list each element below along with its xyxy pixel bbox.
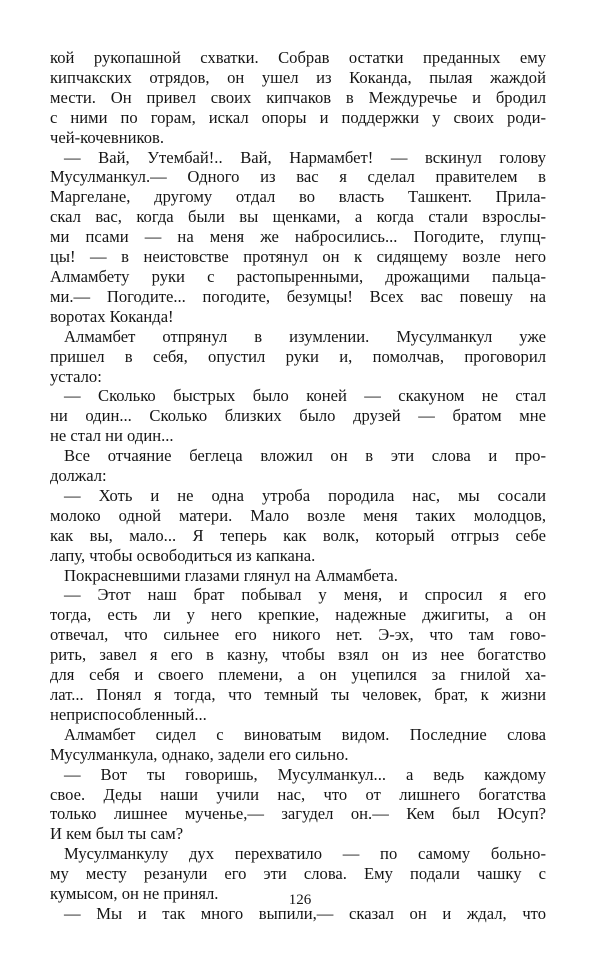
book-page <box>50 48 546 924</box>
text-line: устало: <box>50 366 102 386</box>
text-line: И кем был ты сам? <box>50 824 184 844</box>
text-line: му месту резанули его эти слова. Ему подали чашку с <box>50 864 546 884</box>
text-line: — Сколько быстрых было коней — скакуном не стал <box>64 386 546 406</box>
paragraph <box>50 725 546 765</box>
text-line: — Вай, Утембай!.. Вай, Нармамбет! — вскинул голову <box>64 147 546 167</box>
text-line: Мусулманкулу дух перехватило — по самому больно- <box>64 844 546 864</box>
text-line: отвечал, что сильнее его никого нет. Э-эх, что там гово- <box>50 625 546 645</box>
text-line: должал: <box>50 466 107 486</box>
paragraph <box>50 48 546 148</box>
text-line: для себя и своего племени, а он уцепился за гнилой ха- <box>50 665 546 685</box>
text-line: — Вот ты говоришь, Мусулманкул... а ведь каждому <box>64 764 546 784</box>
text-line: мести. Он привел своих кипчаков в Междуречье и бродил <box>50 87 546 107</box>
text-line: — Мы и так много выпили,— сказал он и ждал, что <box>64 903 546 923</box>
text-line: рить, завел я его в казну, чтобы взял он из нее богатство <box>50 645 546 665</box>
text-line: только лишнее мученье,— загудел он.— Кем был Юсуп? <box>50 804 546 824</box>
text-line: лат... Понял я тогда, что темный ты человек, брат, к жизни <box>50 685 546 704</box>
text-line: Все отчаяние беглеца вложил он в эти слова и про- <box>64 446 546 466</box>
text-line: ми псами — на меня же набросились... Погодите, глупц- <box>50 227 546 247</box>
text-line: неприспособленный... <box>50 704 207 724</box>
text-line: не стал ни один... <box>50 426 174 446</box>
page-text <box>50 48 546 924</box>
text-line: цы! — в неистовстве протянул он к сидящему возле него <box>50 247 546 267</box>
text-line: лапу, чтобы освободиться из капкана. <box>50 545 316 565</box>
text-line: скал вас, когда были вы щенками, а когда стали взрослы- <box>50 207 546 227</box>
text-line: ми.— Погодите... погодите, безумцы! Всех вас повешу на <box>50 286 546 306</box>
text-line: пришел в себя, опустил руки и, помолчав, проговорил <box>50 346 546 366</box>
paragraph <box>50 446 546 486</box>
paragraph <box>50 386 546 446</box>
text-line: чей-кочевников. <box>50 127 165 147</box>
text-line: ни один... Сколько близких было друзей — братом мне <box>50 406 546 426</box>
text-line: Алмамбет отпрянул в изумлении. Мусулманкул уже <box>64 326 546 346</box>
page-number: 126 <box>288 892 312 908</box>
text-line: Алмамбету руки с растопыренными, дрожащими пальца- <box>50 266 546 286</box>
text-line: Покрасневшими глазами глянул на Алмамбета. <box>64 565 398 585</box>
text-line: Алмамбет сидел с виноватым видом. Последние слова <box>64 724 546 744</box>
paragraph <box>50 585 546 724</box>
text-line: Мусулманкул.— Одного из вас я сделал правителем в <box>50 167 546 187</box>
text-line: кипчакских отрядов, он ушел из Коканда, пылая жаждой <box>50 67 546 87</box>
text-line: — Этот наш брат побывал у меня, и спросил я его <box>64 585 546 605</box>
paragraph <box>50 566 546 586</box>
text-line: молоко одной матери. Мало возле меня таких молодцов, <box>50 505 546 525</box>
text-line: тогда, есть ли у него крепкие, надежные джигиты, а он <box>50 605 546 625</box>
text-line: кой рукопашной схватки. Собрав остатки преданных ему <box>50 48 546 67</box>
text-line: Мусулманкула, однако, задели его сильно. <box>50 744 349 764</box>
text-line: свое. Деды наши учили нас, что от лишнего богатства <box>50 784 546 804</box>
text-line: как вы, мало... Я теперь как волк, который отгрыз себе <box>50 525 546 545</box>
paragraph <box>50 148 546 327</box>
text-line: воротах Коканда! <box>50 306 174 326</box>
paragraph <box>50 765 546 845</box>
text-line: кумысом, он не принял. <box>50 884 219 904</box>
paragraph <box>50 327 546 387</box>
text-line: с ними по горам, искал опоры и поддержки у своих роди- <box>50 107 546 127</box>
text-line: Маргелане, другому отдал во власть Ташкент. Прила- <box>50 187 546 207</box>
paragraph <box>50 486 546 566</box>
text-line: — Хоть и не одна утроба породила нас, мы сосали <box>64 485 546 505</box>
